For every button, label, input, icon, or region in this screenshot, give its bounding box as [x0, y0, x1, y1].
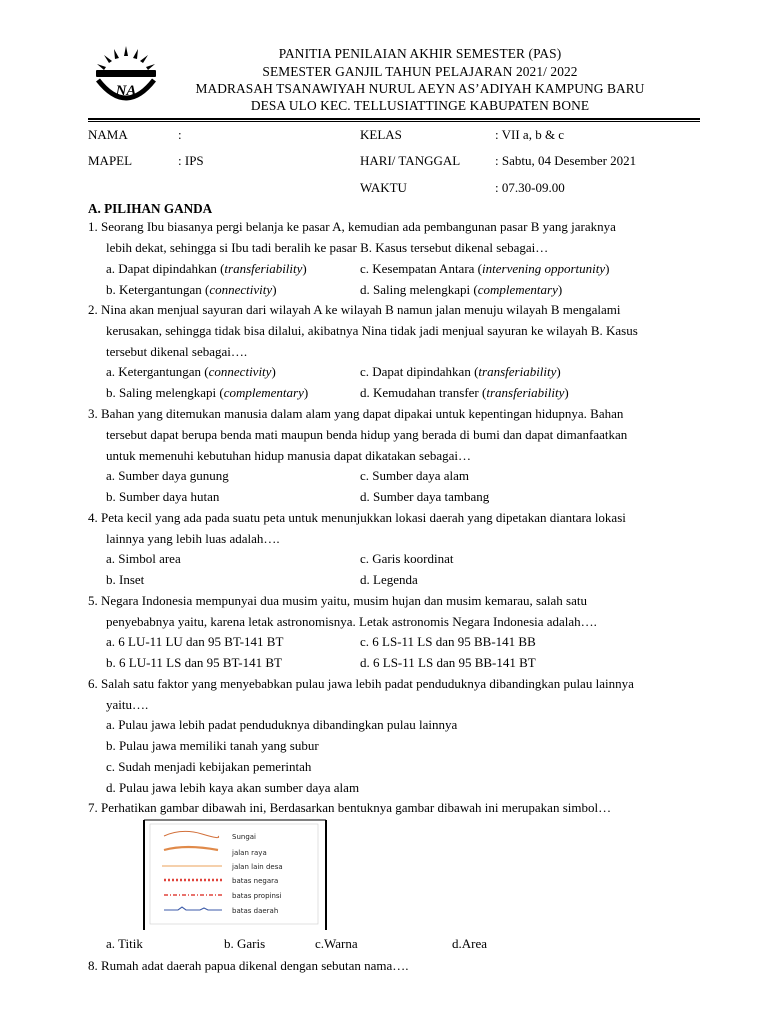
legend-sungai: Sungai: [232, 833, 256, 841]
q1-option-b: b. Ketergantungan (connectivity): [106, 282, 277, 297]
q4-line-1: 4. Peta kecil yang ada pada suatu peta untuk menunjukkan lokasi daerah yang dipetakan diantara lokasi: [88, 510, 626, 525]
map-legend-figure: [142, 818, 328, 930]
q1-line-2: lebih dekat, sehingga si Ibu tadi beralih ke pasar B. Kasus tersebut dikenal sebagai…: [106, 240, 549, 255]
q3-line-1: 3. Bahan yang ditemukan manusia dalam alam yang dapat dipakai untuk kepentingan hidupnya. Bahan: [88, 406, 624, 421]
q6-option-d: d. Pulau jawa lebih kaya akan sumber daya alam: [106, 780, 360, 795]
q5-line-2: penyebabnya yaitu, karena letak astronomisnya. Letak astronomis Negara Indonesia adalah….: [106, 614, 597, 629]
q2-line-2: kerusakan, sehingga tidak bisa dilalui, akibatnya Nina tidak jadi menjual sayuran ke wilayah B. Kasus: [106, 323, 638, 338]
waktu-label: WAKTU: [360, 180, 407, 195]
hari-label: HARI/ TANGGAL: [360, 153, 461, 168]
q5-option-a: a. 6 LU-11 LU dan 95 BT-141 BT: [106, 634, 284, 649]
svg-text:NA: NA: [115, 83, 137, 99]
header-line-3: MADRASAH TSANAWIYAH NURUL AEYN AS’ADIYAH KAMPUNG BARU: [195, 81, 645, 96]
q7-option-c: c.Warna: [315, 936, 358, 951]
q8-line-1: 8. Rumah adat daerah papua dikenal dengan sebutan nama….: [88, 958, 409, 973]
legend-batas-negara: batas negara: [232, 877, 279, 885]
q4-option-d: d. Legenda: [360, 572, 418, 587]
header-line-4: DESA ULO KEC. TELLUSIATTINGE KABUPATEN BONE: [250, 98, 590, 113]
q6-line-2: yaitu….: [106, 697, 149, 712]
legend-jalan-raya: jalan raya: [232, 849, 267, 857]
q2-option-d: d. Kemudahan transfer (transferiability): [360, 385, 569, 400]
q5-option-b: b. 6 LU-11 LS dan 95 BT-141 BT: [106, 655, 282, 670]
q4-line-2: lainnya yang lebih luas adalah….: [106, 531, 280, 546]
q7-option-a: a. Titik: [106, 936, 143, 951]
nama-label: NAMA: [88, 127, 128, 142]
svg-text:NURULAEYN ASADIYAH: NURULAEYN ASADIYAH: [97, 103, 155, 109]
q4-option-b: b. Inset: [106, 572, 145, 587]
school-logo: [88, 42, 164, 112]
waktu-value: : 07.30-09.00: [495, 180, 565, 195]
section-title: A. PILIHAN GANDA: [88, 201, 213, 216]
mapel-value: : IPS: [178, 153, 204, 168]
q3-option-c: c. Sumber daya alam: [360, 468, 470, 483]
q1-line-1: 1. Seorang Ibu biasanya pergi belanja ke pasar A, kemudian ada pembangunan pasar B yang jaraknya: [88, 219, 616, 234]
q3-option-a: a. Sumber daya gunung: [106, 468, 229, 483]
q1-option-d: d. Saling melengkapi (complementary): [360, 282, 563, 297]
q3-option-d: d. Sumber daya tambang: [360, 489, 490, 504]
header-line-2: SEMESTER GANJIL TAHUN PELAJARAN 2021/ 2022: [262, 64, 578, 79]
hari-value: : Sabtu, 04 Desember 2021: [495, 153, 637, 168]
q6-option-a: a. Pulau jawa lebih padat penduduknya dibandingkan pulau lainnya: [106, 717, 458, 732]
header-rule: [88, 118, 700, 120]
nama-value: :: [178, 127, 182, 142]
q3-option-b: b. Sumber daya hutan: [106, 489, 220, 504]
q2-option-a: a. Ketergantungan (connectivity): [106, 364, 276, 379]
legend-jalan-lain-desa: jalan lain desa: [232, 863, 283, 871]
q2-option-b: b. Saling melengkapi (complementary): [106, 385, 309, 400]
q6-option-b: b. Pulau jawa memiliki tanah yang subur: [106, 738, 319, 753]
q3-line-3: untuk memenuhi kebutuhan hidup manusia dapat dikatakan sebagai…: [106, 448, 471, 463]
legend-batas-propinsi: batas propinsi: [232, 892, 282, 900]
kelas-label: KELAS: [360, 127, 402, 142]
q2-line-3: tersebut dikenal sebagai….: [106, 344, 248, 359]
q2-option-c: c. Dapat dipindahkan (transferiability): [360, 364, 561, 379]
q4-option-a: a. Simbol area: [106, 551, 181, 566]
q6-line-1: 6. Salah satu faktor yang menyebabkan pulau jawa lebih padat penduduknya dibandingkan pulau lainnya: [88, 676, 634, 691]
q5-option-d: d. 6 LS-11 LS dan 95 BB-141 BT: [360, 655, 536, 670]
q7-option-b: b. Garis: [224, 936, 266, 951]
q7-option-d: d.Area: [452, 936, 488, 951]
q3-line-2: tersebut dapat berupa benda mati maupun benda hidup yang berada di bumi dan dapat dimanfaatkan: [106, 427, 628, 442]
q4-option-c: c. Garis koordinat: [360, 551, 454, 566]
q1-option-a: a. Dapat dipindahkan (transferiability): [106, 261, 307, 276]
q1-option-c: c. Kesempatan Antara (intervening opportunity): [360, 261, 610, 276]
kelas-value: : VII a, b & c: [495, 127, 565, 142]
q6-option-c: c. Sudah menjadi kebijakan pemerintah: [106, 759, 312, 774]
q5-line-1: 5. Negara Indonesia mempunyai dua musim yaitu, musim hujan dan musim kemarau, salah satu: [88, 593, 587, 608]
legend-batas-daerah: batas daerah: [232, 907, 279, 915]
q5-option-c: c. 6 LS-11 LS dan 95 BB-141 BB: [360, 634, 536, 649]
header-rule-thin: [88, 121, 700, 122]
q7-line-1: 7. Perhatikan gambar dibawah ini, Berdasarkan bentuknya gambar dibawah ini merupakan simbol…: [88, 800, 612, 815]
q2-line-1: 2. Nina akan menjual sayuran dari wilayah A ke wilayah B namun jalan menuju wilayah B mengalami: [88, 302, 621, 317]
header-line-1: PANITIA PENILAIAN AKHIR SEMESTER (PAS): [278, 46, 562, 61]
mapel-label: MAPEL: [88, 153, 133, 168]
